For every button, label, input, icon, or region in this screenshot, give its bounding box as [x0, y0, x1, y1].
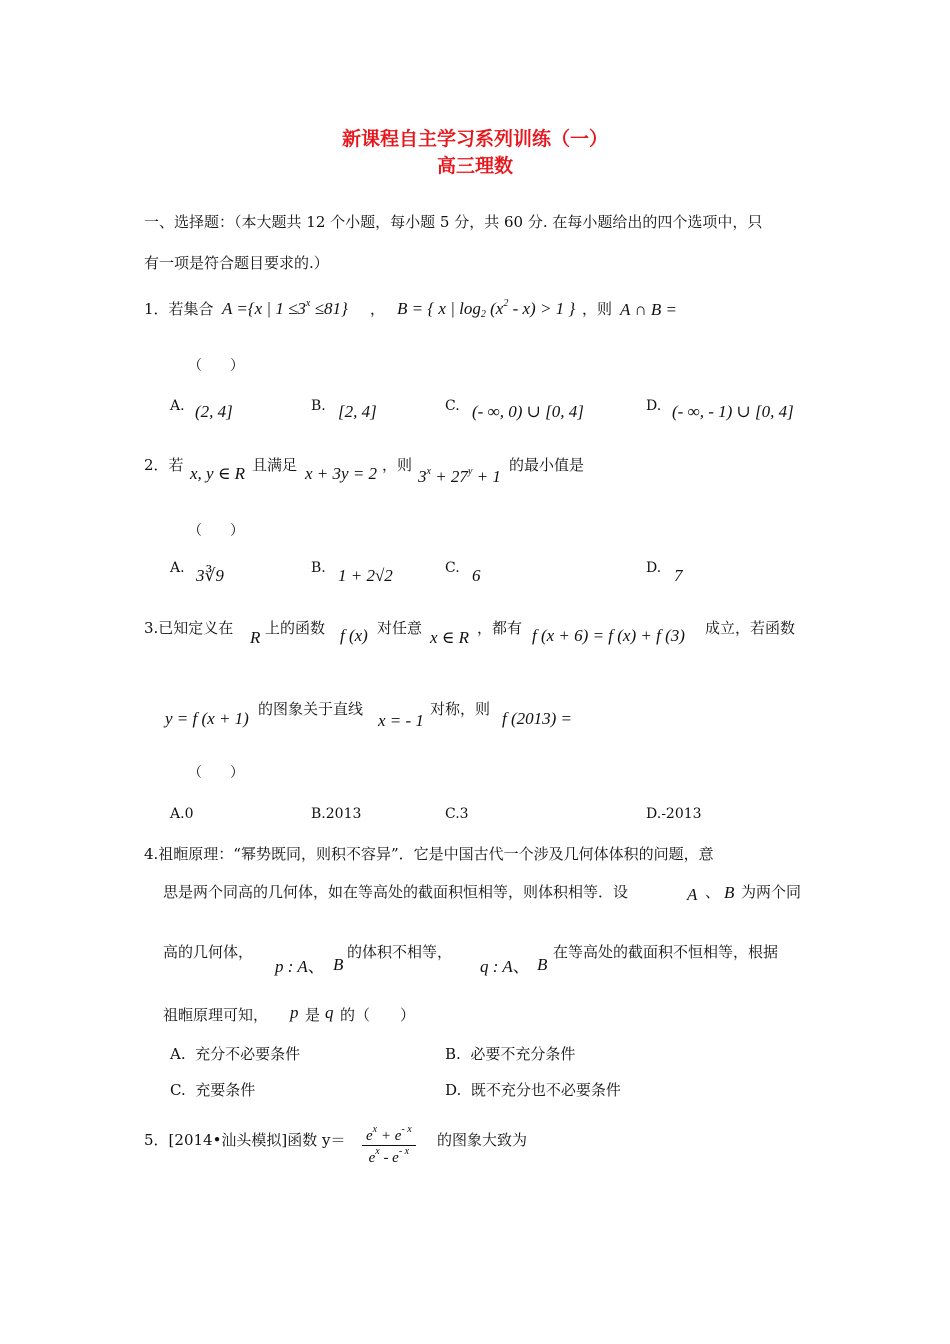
- document-subtitle: 高三理数: [436, 155, 513, 177]
- q2-text-3: 的最小值是: [509, 456, 585, 474]
- q1-prefix: 1．若集合: [144, 300, 214, 318]
- q2-option-d: 7: [674, 566, 683, 585]
- q3-function: f (x): [340, 626, 368, 645]
- q2-option-c: 6: [472, 566, 481, 585]
- q4-line-3c: 在等高处的截面积不恒相等，根据: [553, 943, 779, 961]
- q1-answer-paren: （ ）: [188, 358, 244, 374]
- q2-option-d-label: D.: [646, 560, 662, 576]
- q3-text-6: 对称，则: [430, 700, 491, 718]
- q1-option-a-label: A.: [170, 398, 185, 414]
- q4-option-a: A. 充分不必要条件: [170, 1045, 301, 1063]
- q4-line-3a: 高的几何体，: [163, 943, 254, 961]
- q3-text-4: 成立，若函数: [705, 619, 796, 637]
- q3-text-2: 对任意: [377, 619, 423, 637]
- q4-option-d: D. 既不充分也不必要条件: [445, 1081, 621, 1099]
- q2-prefix: 2．若: [144, 456, 184, 474]
- q4-line-4a: 祖暅原理可知，: [163, 1006, 269, 1024]
- q2-condition-domain: x, y ∈ R: [190, 464, 246, 483]
- q4-line-4b: 的（ ）: [340, 1006, 416, 1024]
- q4-symbol-b: B: [724, 883, 735, 902]
- q4-proposition-p: p : A、: [275, 957, 325, 976]
- q3-answer-paren: （ ）: [188, 765, 244, 781]
- q3-option-d: D.-2013: [646, 806, 702, 822]
- q1-then: ，则: [582, 300, 613, 318]
- q1-option-c: (- ∞, 0) ∪ [0, 4]: [472, 402, 584, 421]
- q1-option-b: [2, 4]: [338, 402, 377, 421]
- q2-answer-paren: （ ）: [188, 523, 244, 539]
- q3-option-b: B.2013: [311, 806, 362, 822]
- q4-option-c: C. 充要条件: [170, 1081, 256, 1099]
- q4-q: q: [325, 1003, 334, 1022]
- q4-line-2b: 为两个同: [741, 883, 802, 901]
- q2-condition-equation: x + 3y = 2: [305, 464, 378, 483]
- q3-function-y: y = f (x + 1): [165, 709, 249, 728]
- q3-symmetry-line: x = - 1: [378, 711, 424, 730]
- q5-prefix: 5．[2014•汕头模拟]函数 y＝: [144, 1131, 346, 1149]
- q4-proposition-q: q : A、: [480, 957, 530, 976]
- q4-q-b: B: [537, 955, 548, 974]
- q1-option-d-label: D.: [646, 398, 662, 414]
- q3-option-c: C.3: [445, 806, 469, 822]
- q1-expression: A ∩ B =: [620, 300, 677, 319]
- q4-line-1: 4.祖暅原理：“幂势既同，则积不容异”．它是中国古代一个涉及几何体体积的问题，意: [144, 845, 714, 863]
- q2-option-c-label: C.: [445, 560, 460, 576]
- q1-option-b-label: B.: [311, 398, 326, 414]
- q3-f2013: f (2013) =: [502, 709, 573, 728]
- q3-domain-r: R: [250, 628, 261, 647]
- q3-prefix: 3.已知定义在: [144, 619, 234, 637]
- q4-symbol-a: A: [687, 885, 698, 904]
- q2-expression: $3^x + 27^y + 1$: [418, 466, 501, 486]
- q2-option-b-label: B.: [311, 560, 326, 576]
- q5-fraction: [362, 1124, 416, 1167]
- q5-denominator: $e^x - e^{- x}$: [368, 1146, 410, 1166]
- q1-option-c-label: C.: [445, 398, 460, 414]
- q4-p-b: B: [333, 955, 344, 974]
- q3-equation: f (x + 6) = f (x) + f (3): [532, 626, 685, 645]
- q1-comma: ，: [370, 300, 386, 318]
- document-title: 新课程自主学习系列训练（一）: [341, 128, 608, 150]
- q1-set-b: B = { x | $\log_2 (x^2 - x) > 1$ }: [397, 298, 576, 320]
- q4-separator: 、: [705, 883, 721, 901]
- q4-line-3b: 的体积不相等，: [347, 943, 453, 961]
- q5-tail: 的图象大致为: [437, 1131, 528, 1149]
- q3-option-a: A.0: [170, 806, 194, 822]
- q3-text-3: ，都有: [477, 619, 523, 637]
- q2-option-b: 1 + 2√2: [338, 566, 393, 585]
- q1-option-d: (- ∞, - 1) ∪ [0, 4]: [672, 402, 794, 421]
- q1-set-a: A ={x | $1 \le 3^x \le 81$}: [222, 298, 348, 318]
- q2-option-a-label: A.: [170, 560, 185, 576]
- q5-numerator: $e^x + e^{- x}$: [362, 1124, 416, 1146]
- q3-text-5: 的图象关于直线: [258, 700, 364, 718]
- q2-text-2: ，则: [382, 456, 413, 474]
- q4-p: p: [290, 1003, 299, 1022]
- q3-any-x: x ∈ R: [430, 628, 470, 647]
- q4-option-b: B. 必要不充分条件: [445, 1045, 576, 1063]
- q4-is: 是: [305, 1006, 321, 1024]
- q4-line-2a: 思是两个同高的几何体，如在等高处的截面积恒相等，则体积相等．设: [163, 883, 629, 901]
- q3-text-1: 上的函数: [265, 619, 326, 637]
- q1-option-a: (2, 4]: [195, 402, 233, 421]
- section-heading-line2: 有一项是符合题目要求的.）: [144, 254, 329, 272]
- q2-text-1: 且满足: [252, 456, 298, 474]
- section-heading-line1: 一、选择题：（本大题共 12 个小题，每小题 5 分，共 60 分. 在每小题给出的四个选项中，只: [144, 213, 763, 231]
- q2-option-a: 3∛9: [196, 566, 224, 585]
